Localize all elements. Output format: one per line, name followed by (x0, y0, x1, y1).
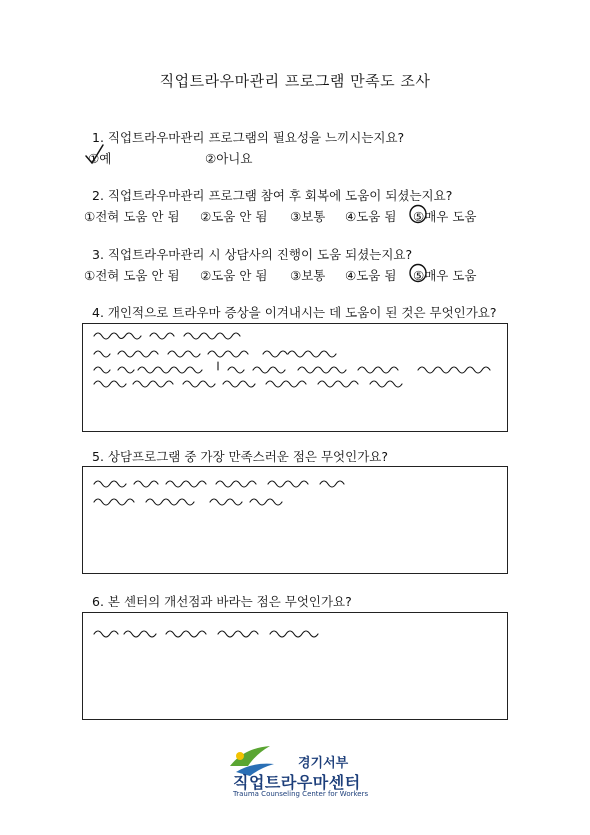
q6-handwriting (88, 618, 503, 658)
q2-option-2[interactable]: ②도움 안 됨 (200, 209, 268, 224)
q3-option-3[interactable]: ③보통 (290, 268, 326, 283)
q1-option-yes[interactable]: ①예 (88, 151, 112, 166)
question-6: 6. 본 센터의 개선점과 바라는 점은 무엇인가요? (92, 594, 352, 609)
q3-option-2[interactable]: ②도움 안 됨 (200, 268, 268, 283)
q2-option-3[interactable]: ③보통 (290, 209, 326, 224)
q2-option-1[interactable]: ①전혀 도움 안 됨 (84, 209, 180, 224)
question-4: 4. 개인적으로 트라우마 증상을 이겨내시는 데 도움이 된 것은 무엇인가요? (92, 305, 497, 320)
q1-check-mark (83, 143, 105, 167)
survey-title: 직업트라우마관리 프로그램 만족도 조사 (159, 72, 431, 90)
question-1: 1. 직업트라우마관리 프로그램의 필요성을 느끼시는지요? (92, 130, 405, 145)
q3-option-1[interactable]: ①전혀 도움 안 됨 (84, 268, 180, 283)
footer-region: 경기서부 (298, 756, 349, 771)
q2-option-4[interactable]: ④도움 됨 (345, 209, 397, 224)
q2-option-5[interactable]: ⑤매우 도움 (413, 209, 477, 224)
q1-option-no[interactable]: ②아니요 (205, 151, 253, 166)
footer-center-name-en: Trauma Counseling Center for Workers (233, 790, 369, 798)
q5-handwriting (88, 470, 503, 570)
q3-option-4[interactable]: ④도움 됨 (345, 268, 397, 283)
q4-handwriting (88, 326, 503, 426)
footer-center-name: 직업트라우마센터 (233, 773, 361, 792)
q3-circle-mark (408, 262, 428, 284)
q2-circle-mark (408, 203, 428, 225)
question-2: 2. 직업트라우마관리 프로그램 참여 후 회복에 도움이 되셨는지요? (92, 188, 453, 203)
question-3: 3. 직업트라우마관리 시 상담사의 진행이 도움 되셨는지요? (92, 247, 413, 262)
question-5: 5. 상담프로그램 중 가장 만족스러운 점은 무엇인가요? (92, 449, 388, 464)
q3-option-5[interactable]: ⑤매우 도움 (413, 268, 477, 283)
